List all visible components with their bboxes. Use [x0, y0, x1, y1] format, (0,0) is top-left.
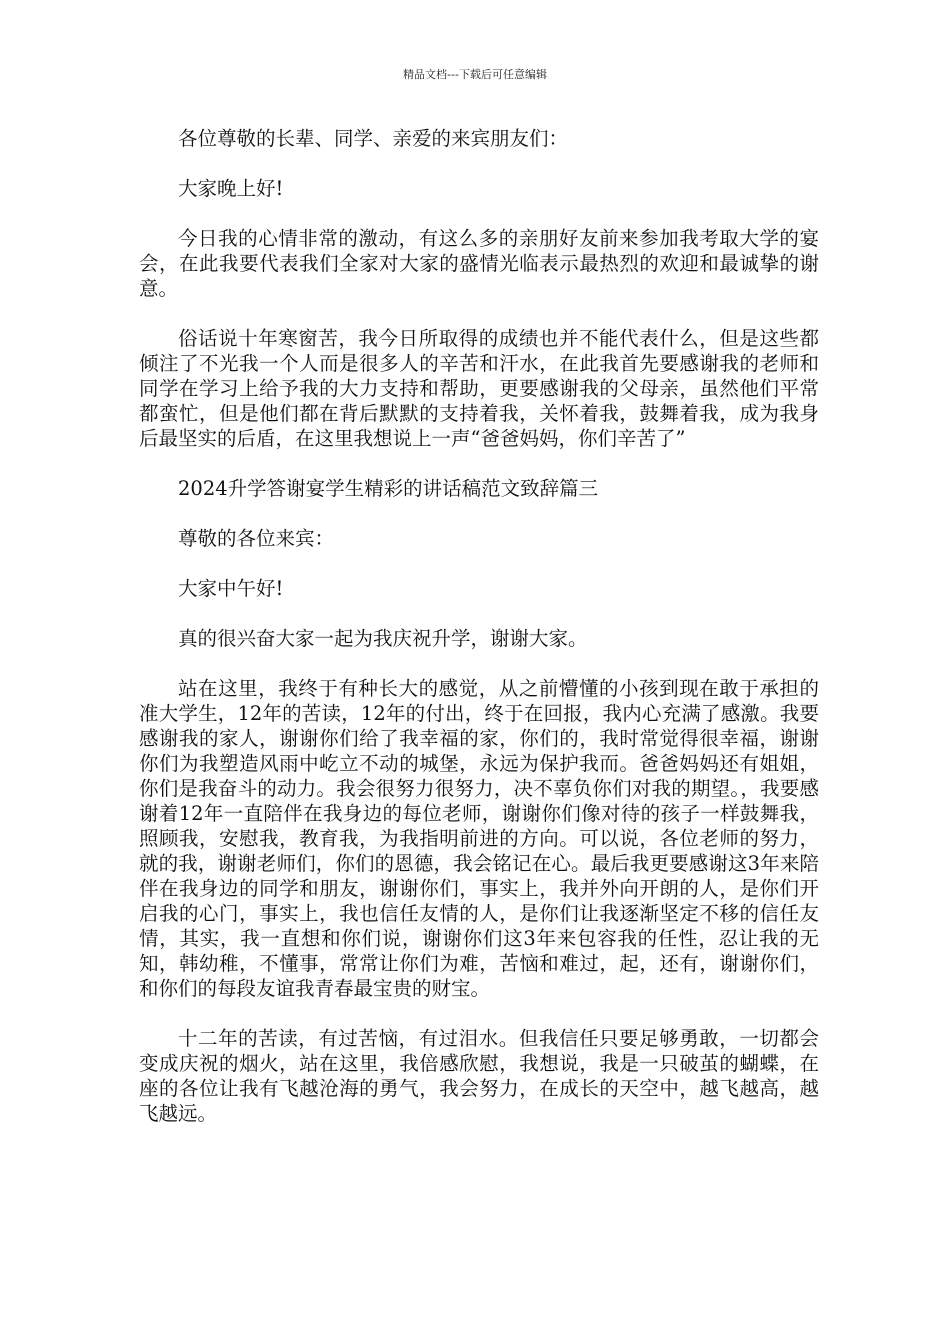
page-header: 精品文档---下载后可任意编辑 [403, 68, 547, 81]
paragraph-greeting: 各位尊敬的长辈、同学、亲爱的来宾朋友们： [178, 127, 569, 150]
paragraph-thanks-guests: 今日我的心情非常的激动，有这么多的亲朋好友前来参加我考取大学的宴会，在此我要代表我们全家对大家的盛情光临表示最热烈的欢迎和最诚挚的谢意。 [139, 227, 819, 300]
paragraph-gratitude: 站在这里，我终于有种长大的感觉，从之前懵懂的小孩到现在敢于承担的准大学生，12年的苦读，12年的付出，终于在回报，我内心充满了感激。我要感谢我的家人，谢谢你们给了我幸福的家，你们的，我时常觉得很幸福，谢谢你们为我塑造风雨中屹立不动的城堡，永远为保护我而。爸爸妈妈还有姐姐，你们是我奋斗的动力。我会很努力很努力，决不辜负你们对我的期望。，我要感谢着12年一直陪伴在我身边的每位老师，谢谢你们像对待的孩子一样鼓舞我，照顾我，安慰我，教育我，为我指明前进的方向。可以说，各位老师的努力，就的我，谢谢老师们，你们的恩德，我会铭记在心。最后我更要感谢这3年来陪伴在我身边的同学和朋友，谢谢你们，事实上，我并外向开朗的人，是你们开启我的心门，事实上，我也信任友情的人，是你们让我逐渐坚定不移的信任友情，其实，我一直想和你们说，谢谢你们这3年来包容我的任性，忍让我的无知，韩幼稚，不懂事，常常让你们为难，苦恼和难过，起，还有，谢谢你们，和你们的每段友谊我青春最宝贵的财宝。 [139, 677, 819, 1000]
paragraph-noon-hello: 大家中午好! [178, 577, 284, 600]
document-body [139, 126, 819, 1151]
paragraph-thanks-parents: 俗话说十年寒窗苦，我今日所取得的成绩也并不能代表什么，但是这些都倾注了不光我一个人而是很多人的辛苦和汗水，在此我首先要感谢我的老师和同学在学习上给予我的大力支持和帮助，更要感谢我的父母亲，虽然他们平常都蛮忙，但是他们都在背后默默的支持着我，关怀着我，鼓舞着我，成为我身后最坚实的后盾，在这里我想说上一声“爸爸妈妈，你们辛苦了” [139, 327, 819, 450]
paragraph-salutation: 尊敬的各位来宾： [178, 527, 335, 550]
paragraph-celebrate: 真的很兴奋大家一起为我庆祝升学，谢谢大家。 [178, 627, 588, 650]
paragraph-evening-hello: 大家晚上好! [178, 177, 284, 200]
section-title: 2024升学答谢宴学生精彩的讲话稿范文致辞篇三 [178, 477, 599, 500]
paragraph-closing: 十二年的苦读，有过苦恼，有过泪水。但我信任只要足够勇敢，一切都会变成庆祝的烟火，站在这里，我倍感欣慰，我想说，我是一只破茧的蝴蝶，在座的各位让我有飞越沧海的勇气，我会努力，在成长的天空中，越飞越高，越飞越远。 [139, 1027, 819, 1125]
